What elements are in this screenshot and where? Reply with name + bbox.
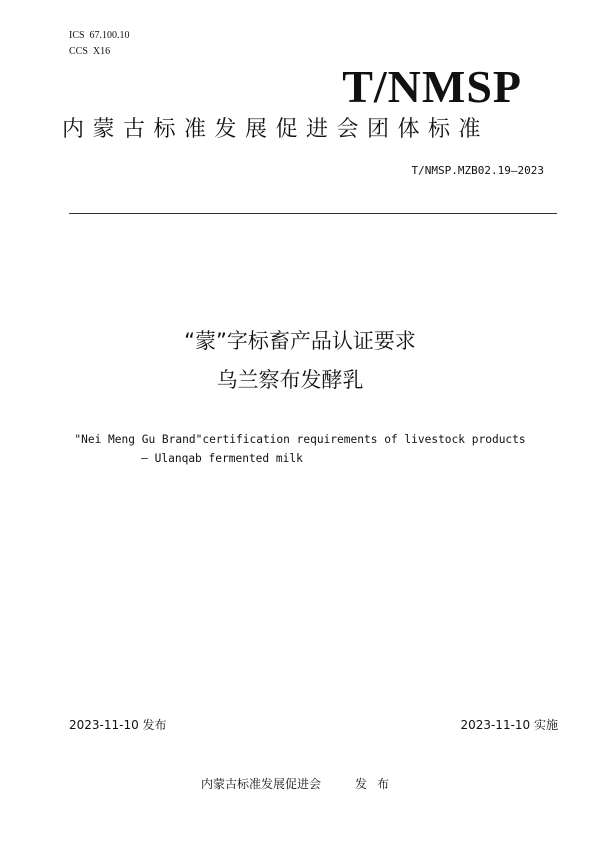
chinese-title-line-1: “蒙”字标畜产品认证要求 <box>184 329 416 353</box>
issuer-line <box>0 776 600 792</box>
ccs-code: CCS X16 <box>69 46 111 57</box>
header-divider <box>69 213 557 214</box>
organization-standard-title: 内蒙古标准发展促进会团体标准 <box>62 117 490 142</box>
issuer-name: 内蒙古标准发展促进会 <box>200 777 321 791</box>
organization-code: T/NMSP <box>342 61 522 112</box>
english-title-line-1: "Nei Meng Gu Brand"certification requirements of livestock products <box>74 433 526 446</box>
english-title-line-2: — Ulanqab fermented milk <box>141 452 303 465</box>
publish-date: 2023-11-10 发布 <box>69 718 167 732</box>
standard-number: T/NMSP.MZB02.19—2023 <box>411 164 544 177</box>
ics-code: ICS 67.100.10 <box>69 30 130 41</box>
issuer-action: 发布 <box>355 777 400 791</box>
chinese-title-line-2: 乌兰察布发酵乳 <box>216 368 364 392</box>
implementation-date: 2023-11-10 实施 <box>460 718 558 732</box>
